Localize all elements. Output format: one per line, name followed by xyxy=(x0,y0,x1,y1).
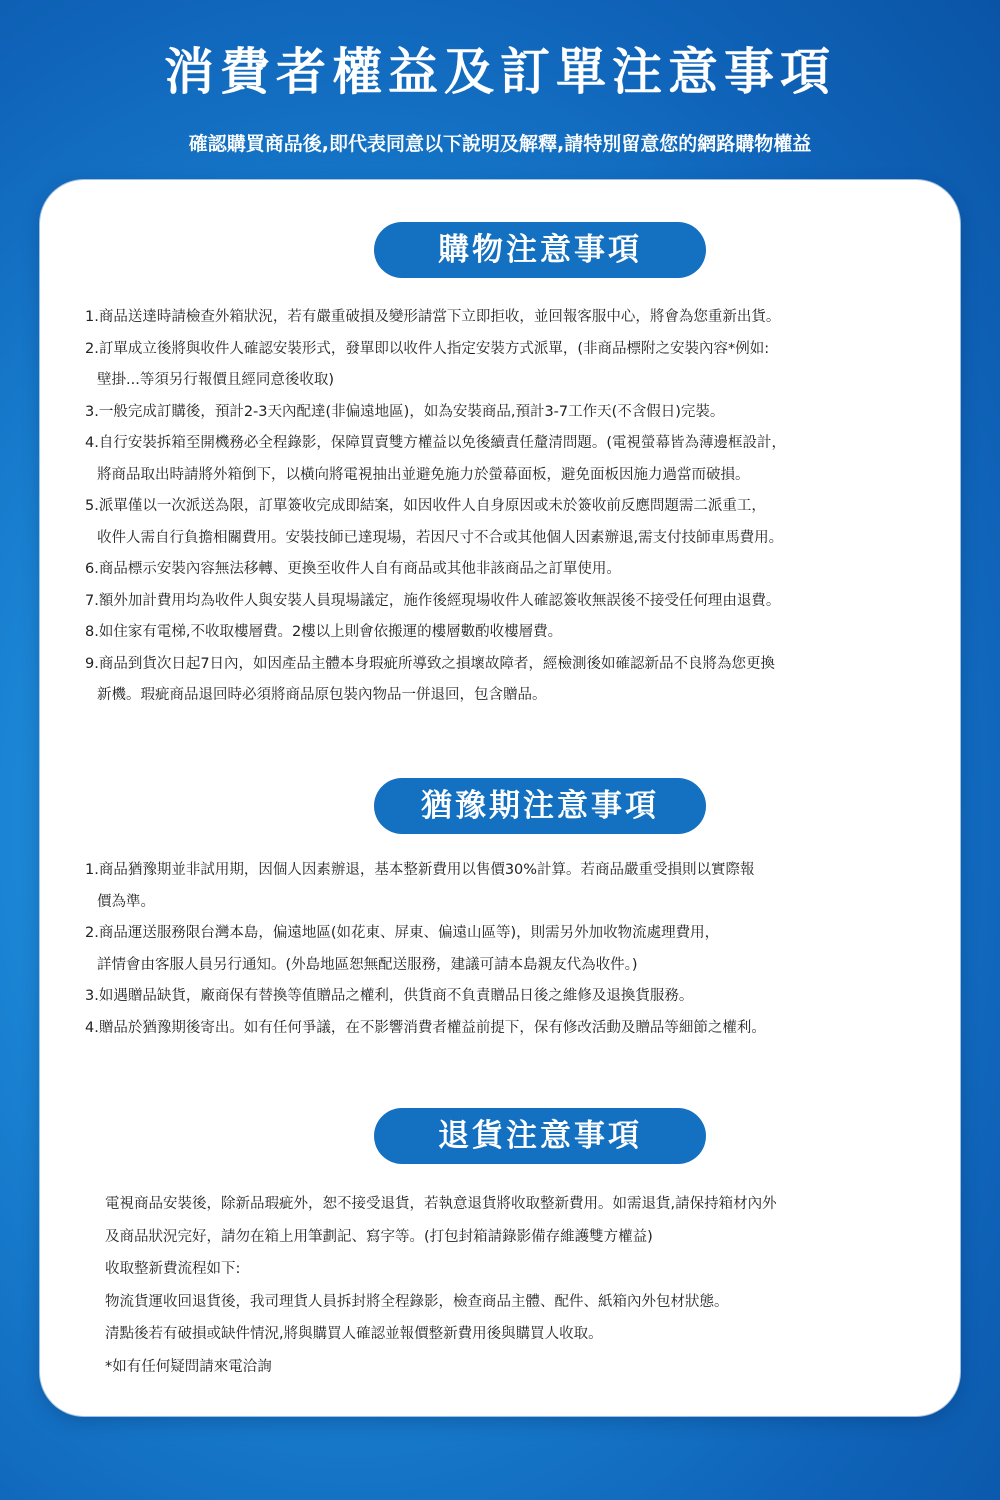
returns-notice-heading: 退貨注意事項 xyxy=(374,1108,706,1164)
item-line: 壁掛...等須另行報價且經同意後收取) xyxy=(97,372,334,388)
returns-line-4: 物流貨運收回退貨後，我司理貨人員拆封將全程錄影，檢查商品主體、配件、紙箱內外包材狀態。 xyxy=(105,1293,729,1310)
item-line: 3.如遇贈品缺貨，廠商保有替換等值贈品之權利，供貨商不負責贈品日後之維修及退換貨服務。 xyxy=(85,988,694,1004)
shopping-item-5 xyxy=(85,491,930,554)
cooling-off-notice-list xyxy=(85,855,930,1044)
cooling-off-item-3 xyxy=(85,981,930,1013)
shopping-item-7 xyxy=(85,586,930,618)
item-line: 5.派單僅以一次派送為限，訂單簽收完成即結案，如因收件人自身原因或未於簽收前反應問題需二派重工， xyxy=(85,498,766,514)
shopping-item-8 xyxy=(85,617,930,649)
item-line: 1.商品送達時請檢查外箱狀況，若有嚴重破損及變形請當下立即拒收，並回報客服中心，將會為您重新出貨。 xyxy=(85,309,781,325)
returns-line-6: *如有任何疑問請來電洽詢 xyxy=(105,1358,272,1375)
item-line: 新機。瑕疵商品退回時必須將商品原包裝內物品一併退回，包含贈品。 xyxy=(97,687,547,703)
item-line: 7.額外加計費用均為收件人與安裝人員現場議定，施作後經現場收件人確認簽收無誤後不接受任何理由退費。 xyxy=(85,592,781,609)
item-line: 價為準。 xyxy=(97,893,155,910)
shopping-notice-heading: 購物注意事項 xyxy=(374,222,706,278)
item-line: 4.贈品於猶豫期後寄出。如有任何爭議，在不影響消費者權益前提下，保有修改活動及贈品等細節之權利。 xyxy=(85,1019,766,1036)
cooling-off-notice-heading: 猶豫期注意事項 xyxy=(374,778,706,834)
item-line: 詳情會由客服人員另行通知。(外島地區恕無配送服務，建議可請本島親友代為收件。) xyxy=(97,956,638,973)
item-line: 2.訂單成立後將與收件人確認安裝形式，發單即以收件人指定安裝方式派單，(非商品標附之安裝內容*例如: xyxy=(85,340,770,357)
item-line: 8.如住家有電梯,不收取樓層費。2樓以上則會依搬運的樓層數酌收樓層費。 xyxy=(85,624,563,640)
shopping-item-1 xyxy=(85,302,930,334)
item-line: 2.商品運送服務限台灣本島，偏遠地區(如花東、屏東、偏遠山區等)，則需另外加收物流處理費用， xyxy=(85,925,720,941)
item-line: 3.一般完成訂購後，預計2-3天內配達(非偏遠地區)，如為安裝商品,預計3-7工作天(不含假日)完裝。 xyxy=(85,403,725,420)
shopping-item-2 xyxy=(85,334,930,397)
returns-line-5: 清點後若有破損或缺件情況,將與購買人確認並報價整新費用後與購買人收取。 xyxy=(105,1326,603,1342)
item-line: 1.商品猶豫期並非試用期，因個人因素辦退，基本整新費用以售價30%計算。若商品嚴重受損則以實際報 xyxy=(85,862,755,878)
shopping-item-3 xyxy=(85,397,930,429)
returns-line-3: 收取整新費流程如下: xyxy=(105,1261,241,1277)
returns-line-1: 電視商品安裝後，除新品瑕疵外，恕不接受退貨，若執意退貨將收取整新費用。如需退貨,請保持箱材內外 xyxy=(105,1196,777,1212)
shopping-item-9 xyxy=(85,649,930,712)
page-title: 消費者權益及訂單注意事項 xyxy=(164,43,836,101)
cooling-off-item-1 xyxy=(85,855,930,918)
shopping-notice-list xyxy=(85,302,930,712)
shopping-item-4 xyxy=(85,428,930,491)
shopping-item-6 xyxy=(85,554,930,586)
item-line: 4.自行安裝拆箱至開機務必全程錄影，保障買賣雙方權益以免後續責任釐清問題。(電視螢幕皆為薄邊框設計， xyxy=(85,435,786,451)
item-line: 9.商品到貨次日起7日內，如因產品主體本身瑕疵所導致之損壞故障者，經檢測後如確認新品不良將為您更換 xyxy=(85,655,776,672)
item-line: 6.商品標示安裝內容無法移轉、更換至收件人自有商品或其他非該商品之訂單使用。 xyxy=(85,561,621,577)
item-line: 將商品取出時請將外箱倒下，以橫向將電視抽出並避免施力於螢幕面板，避免面板因施力過當而破損。 xyxy=(97,466,750,483)
item-line: 收件人需自行負擔相關費用。安裝技師已達現場，若因尺寸不合或其他個人因素辦退,需支付技師車馬費用。 xyxy=(97,529,784,546)
page-subtitle: 確認購買商品後,即代表同意以下說明及解釋,請特別留意您的網路購物權益 xyxy=(188,133,812,155)
notice-card xyxy=(40,180,960,1416)
cooling-off-item-4 xyxy=(85,1013,930,1045)
returns-line-2: 及商品狀況完好，請勿在箱上用筆劃記、寫字等。(打包封箱請錄影備存維護雙方權益) xyxy=(105,1228,653,1245)
returns-notice-body xyxy=(105,1188,935,1383)
cooling-off-item-2 xyxy=(85,918,930,981)
